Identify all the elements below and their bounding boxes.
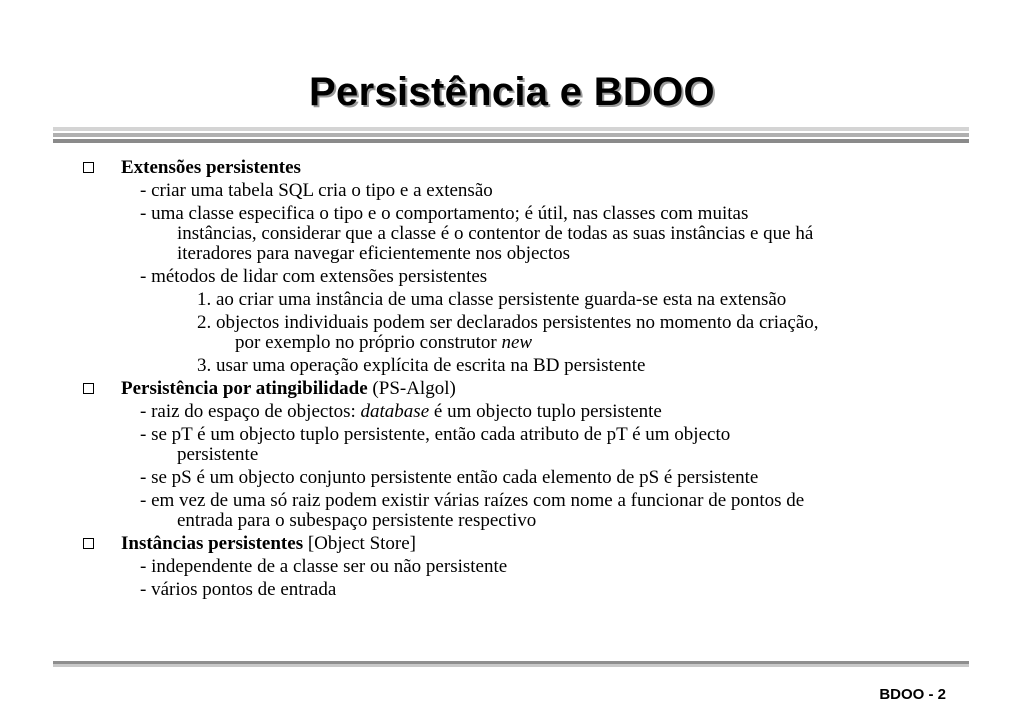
list-item [0,402,1024,422]
title-divider [53,127,969,143]
italic-term: database [360,401,430,422]
list-item-continuation: iteradores para navegar eficientemente nos objectos [177,243,571,264]
bullet-instancias [0,534,1024,554]
italic-term: new [501,332,533,353]
list-item: - uma classe especifica o tipo e o comportamento; é útil, nas classes com muitas [140,203,749,224]
slide-body [0,158,1024,603]
numbered-item: 2. objectos individuais podem ser declarados persistentes no momento da criação, [197,312,819,333]
numbered-item: 1. ao criar uma instância de uma classe persistente guarda-se esta na extensão [197,289,787,310]
page-number: BDOO - 2 [879,686,946,703]
section-heading: Instâncias persistentes [121,533,304,554]
section-heading-suffix: (PS-Algol) [367,378,456,399]
section-heading: Extensões persistentes [121,157,301,178]
list-item: - métodos de lidar com extensões persistentes [140,266,488,287]
list-item-continuation: entrada para o subespaço persistente respectivo [177,510,537,531]
list-item: - criar uma tabela SQL cria o tipo e a extensão [140,180,493,201]
square-bullet-icon [83,538,94,549]
square-bullet-icon [83,383,94,394]
footer-divider [53,661,969,667]
bullet-atingibilidade [0,379,1024,399]
text-span: - raiz do espaço de objectos: [140,401,361,422]
list-item: - se pT é um objecto tuplo persistente, então cada atributo de pT é um objecto [140,424,731,445]
list-item: - vários pontos de entrada [140,579,337,600]
section-heading: Persistência por atingibilidade [121,378,368,399]
list-item: - se pS é um objecto conjunto persistente então cada elemento de pS é persistente [140,467,759,488]
list-item-continuation: instâncias, considerar que a classe é o contentor de todas as suas instâncias e que há [177,223,814,244]
list-item-continuation: persistente [177,444,259,465]
square-bullet-icon [83,162,94,173]
text-span: por exemplo no próprio construtor [235,332,502,353]
text-span: é um objecto tuplo persistente [429,401,662,422]
numbered-item-continuation [0,333,1024,353]
section-heading-suffix: [Object Store] [303,533,416,554]
numbered-item: 3. usar uma operação explícita de escrita na BD persistente [197,355,646,376]
list-item: - independente de a classe ser ou não persistente [140,556,508,577]
slide-title: Persistência e BDOO [309,70,715,114]
list-item: - em vez de uma só raiz podem existir várias raízes com nome a funcionar de pontos de [140,490,805,511]
bullet-extensoes [0,158,1024,178]
